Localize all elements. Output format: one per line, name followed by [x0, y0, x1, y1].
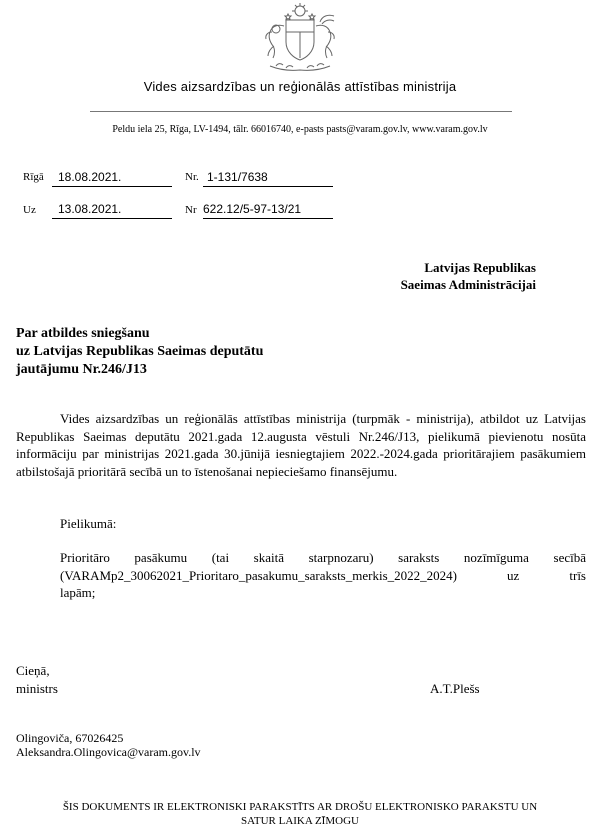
- subject-line: uz Latvijas Republikas Saeimas deputātu: [16, 344, 264, 359]
- ministry-address: Peldu iela 25, Rīga, LV-1494, tālr. 66016740, e-pasts pasts@varam.gov.lv, www.varam.gov.lv: [112, 124, 488, 135]
- attachment-item-line: lapām;: [60, 585, 96, 600]
- recipient-line: Saeimas Administrācijai: [400, 277, 536, 292]
- subject-line: jautājumu Nr.246/J13: [16, 362, 147, 377]
- contact-email: Aleksandra.Olingovica@varam.gov.lv: [16, 745, 201, 759]
- signatory-name: A.T.Plešs: [430, 681, 480, 696]
- date-underline: [52, 186, 172, 187]
- reference-number-label: Nr: [185, 204, 197, 216]
- header-divider: [90, 111, 512, 112]
- place-label: Rīgā: [23, 171, 44, 183]
- reference-date-underline: [52, 218, 172, 219]
- subject-block: [16, 325, 263, 379]
- signatory-position: ministrs: [16, 681, 58, 696]
- number-underline: [203, 186, 333, 187]
- attachment-item-line: (VARAMp2_30062021_Prioritaro_pasakumu_saraksts_merkis_2022_2024) uz trīs: [60, 567, 586, 583]
- closing-greeting: Cieņā,: [16, 663, 50, 678]
- reference-number: 622.12/5-97-13/21: [203, 202, 302, 216]
- coat-of-arms-icon: [250, 2, 350, 74]
- reference-date: 13.08.2021.: [58, 202, 122, 216]
- document-number: 1-131/7638: [207, 170, 268, 184]
- e-signature-notice: [0, 800, 600, 828]
- attachment-item-line: Prioritāro pasākumu (tai skaitā starpnozaru) saraksts nozīmīguma secībā: [60, 550, 586, 565]
- attachments-heading: Pielikumā:: [60, 516, 117, 531]
- document-date: 18.08.2021.: [58, 170, 122, 184]
- footer-line: ŠIS DOKUMENTS IR ELEKTRONISKI PARAKSTĪTS AR DROŠU ELEKTRONISKO PARAKSTU UN: [62, 801, 538, 813]
- number-label: Nr.: [185, 171, 199, 183]
- footer-line: SATUR LAIKA ZĪMOGU: [241, 815, 359, 827]
- reference-number-underline: [203, 218, 333, 219]
- body-paragraph: Vides aizsardzības un reģionālās attīstības ministrija (turpmāk - ministrija), atbildot uz Latvijas Republikas Saeimas deputātu 2021.gada 12.augusta vēstuli Nr.246/J13, pielikumā pievienotu nosūta informāciju par ministrijas 2021.gada 30.jūnijā iesniegtajiem 2022.-2024.gada prioritārajiem pasākumiem atbilstošajā prioritārā secībā un to īstenošanai nepieciešamo finansējumu.: [16, 411, 586, 479]
- subject-line: Par atbildes sniegšanu: [16, 326, 150, 341]
- recipient-block: [401, 259, 536, 293]
- recipient-line: Latvijas Republikas: [424, 260, 536, 275]
- reference-label: Uz: [23, 204, 36, 216]
- ministry-name: Vides aizsardzības un reģionālās attīstības ministrija: [143, 79, 457, 94]
- contact-name-phone: Olingoviča, 67026425: [16, 731, 124, 745]
